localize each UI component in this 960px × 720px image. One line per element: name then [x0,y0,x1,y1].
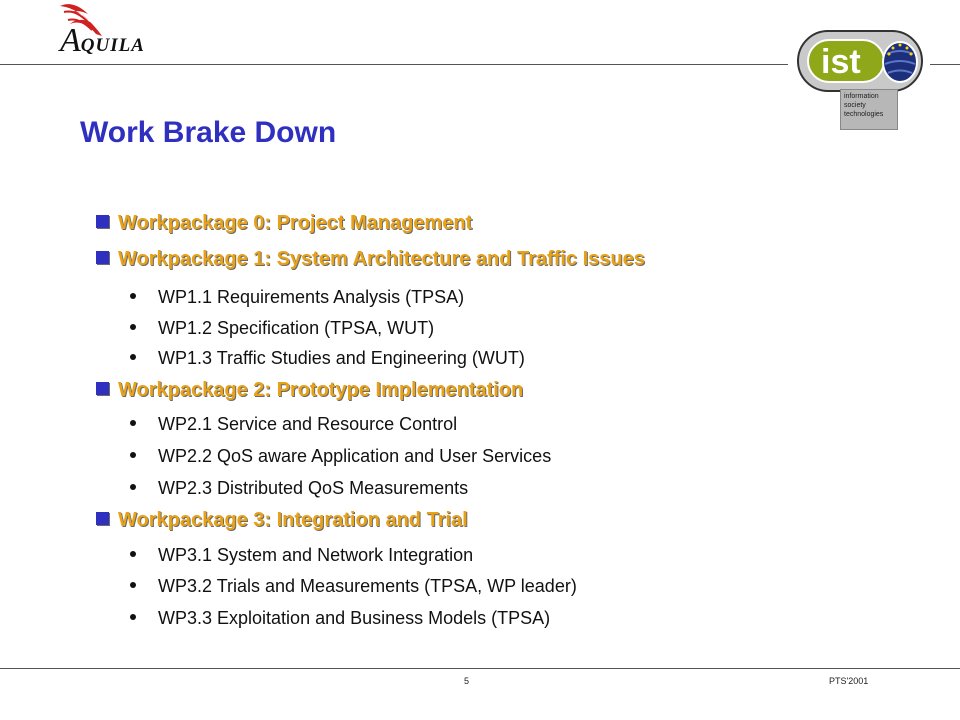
task-label: WP2.2 QoS aware Application and User Services [158,446,552,466]
task-item [130,287,464,308]
task-label: WP1.2 Specification (TPSA, WUT) [158,318,435,338]
round-bullet-icon [130,614,136,620]
task-item [130,414,457,435]
workpackage-label: Workpackage 3: Integration and Trial [118,509,468,531]
square-bullet-icon [96,251,109,264]
task-label: WP3.2 Trials and Measurements (TPSA, WP leader) [158,576,577,596]
ist-caption-line: technologies [844,111,884,118]
square-bullet-icon [96,382,109,395]
task-item [130,446,551,467]
task-label: WP3.3 Exploitation and Business Models (TPSA) [158,608,551,628]
task-label: WP2.1 Service and Resource Control [158,414,458,434]
workpackage-item [96,509,468,539]
round-bullet-icon [130,551,136,557]
round-bullet-icon [130,293,136,299]
round-bullet-icon [130,420,136,426]
round-bullet-icon [130,452,136,458]
task-label: WP3.1 System and Network Integration [158,545,474,565]
aquila-logo-text: AQUILA [60,22,145,59]
round-bullet-icon [130,484,136,490]
task-label: WP1.1 Requirements Analysis (TPSA) [158,287,465,307]
page-title: Work Brake Down [80,116,337,149]
square-bullet-icon [96,512,109,525]
task-label: WP2.3 Distributed QoS Measurements [158,478,469,498]
workpackage-label: Workpackage 0: Project Management [118,212,473,234]
workpackage-item [96,248,645,278]
round-bullet-icon [130,582,136,588]
task-label: WP1.3 Traffic Studies and Engineering (WUT) [158,348,525,368]
workpackage-label: Workpackage 1: System Architecture and Traffic Issues [118,248,645,270]
ist-logo-word: ist [821,43,861,81]
workpackage-item [96,379,523,409]
task-item [130,318,434,339]
task-item [130,348,525,369]
round-bullet-icon [130,354,136,360]
ist-caption-line: society [844,102,866,109]
square-bullet-icon [96,215,109,228]
task-item [130,576,577,597]
task-item [130,545,473,566]
page-number: 5 [464,676,470,686]
task-item [130,478,468,499]
round-bullet-icon [130,324,136,330]
footer-rule [0,668,960,669]
footer-code: PTS'2001 [829,676,869,686]
task-item [130,608,550,629]
workpackage-item [96,212,472,242]
workpackage-label: Workpackage 2: Prototype Implementation [118,379,524,401]
ist-caption-line: information [844,93,879,100]
